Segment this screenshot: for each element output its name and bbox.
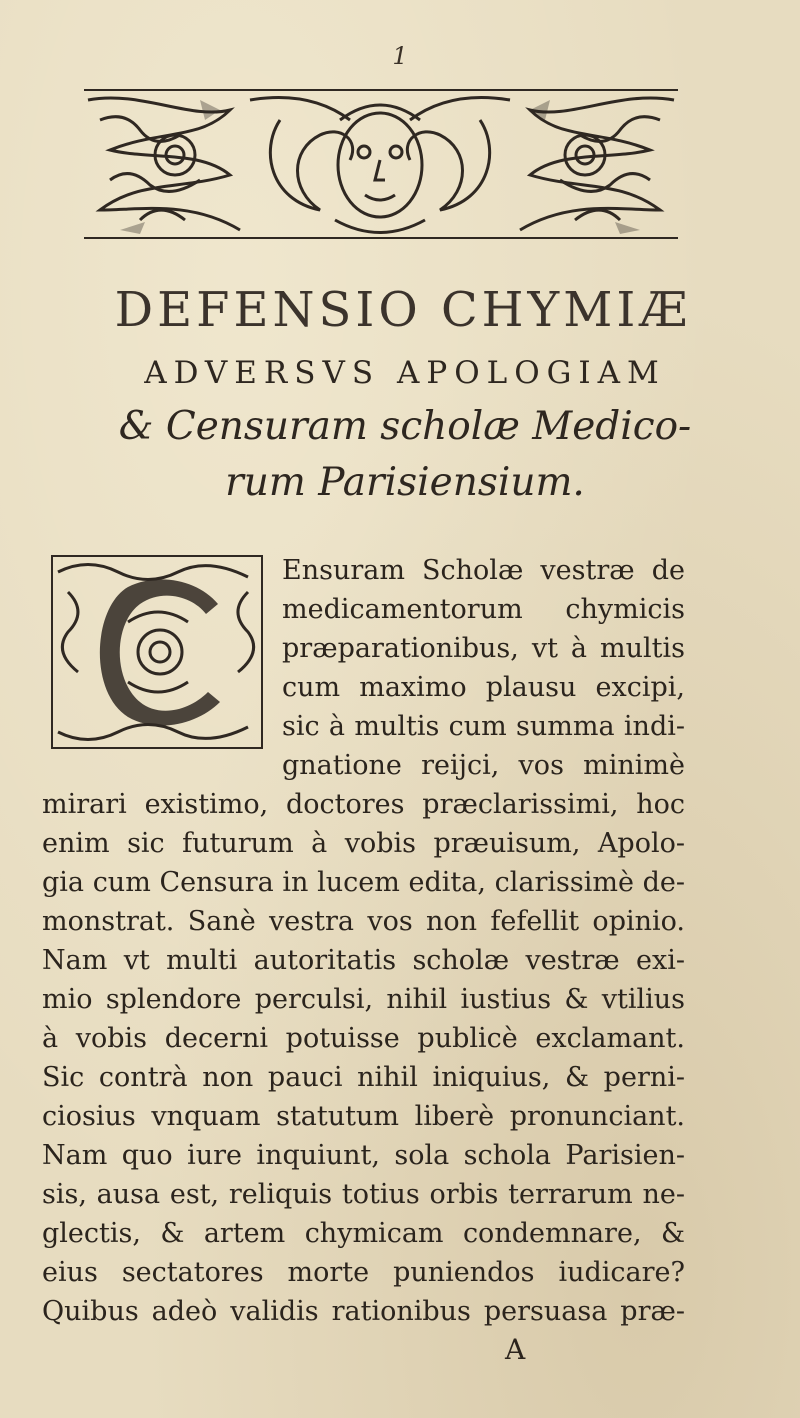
body-line: medicamentorum chymicis bbox=[282, 594, 685, 625]
body-line: glectis, & artem chymicam condemnare, & bbox=[42, 1218, 685, 1249]
body-line: cum maximo plausu excipi, bbox=[282, 672, 685, 703]
body-line: à vobis decerni potuisse publicè exclamant. bbox=[42, 1023, 685, 1054]
title-line-4: rum Parisiensium. bbox=[225, 460, 585, 505]
catchword: A bbox=[505, 1333, 526, 1366]
body-line: sis, ausa est, reliquis totius orbis terrarum ne- bbox=[42, 1179, 685, 1210]
body-line: præparationibus, vt à multis bbox=[282, 633, 685, 664]
title-line-2: ADVERSVS APOLOGIAM bbox=[144, 355, 666, 391]
title-line-3: & Censuram scholæ Medico- bbox=[118, 404, 692, 449]
body-line: monstrat. Sanè vestra vos non fefellit opinio. bbox=[42, 906, 685, 937]
body-line: Ensuram Scholæ vestræ de bbox=[282, 555, 685, 586]
body-line: gia cum Censura in lucem edita, clarissimè de- bbox=[42, 867, 685, 898]
body-line: enim sic futurum à vobis præuisum, Apolo- bbox=[42, 828, 685, 859]
decorated-initial-c bbox=[48, 552, 266, 752]
body-line: ciosius vnquam statutum liberè pronunciant. bbox=[42, 1101, 685, 1132]
body-line: eius sectatores morte puniendos iudicare? bbox=[42, 1257, 685, 1288]
body-line: Nam vt multi autoritatis scholæ vestræ exi- bbox=[42, 945, 685, 976]
body-line: gnatione reijci, vos minimè bbox=[282, 750, 685, 781]
body-line: sic à multis cum summa indi- bbox=[282, 711, 685, 742]
body-line: Quibus adeò validis rationibus persuasa præ- bbox=[42, 1296, 685, 1327]
body-line: mio splendore perculsi, nihil iustius & vtilius bbox=[42, 984, 685, 1015]
body-line: mirari existimo, doctores præclarissimi, hoc bbox=[42, 789, 685, 820]
headpiece-ornament bbox=[80, 80, 682, 245]
page-number: 1 bbox=[392, 42, 408, 70]
body-line: Nam quo iure inquiunt, sola schola Parisien- bbox=[42, 1140, 685, 1171]
title-line-1: DEFENSIO CHYMIÆ bbox=[114, 282, 692, 338]
body-line: Sic contrà non pauci nihil iniquius, & perni- bbox=[42, 1062, 685, 1093]
